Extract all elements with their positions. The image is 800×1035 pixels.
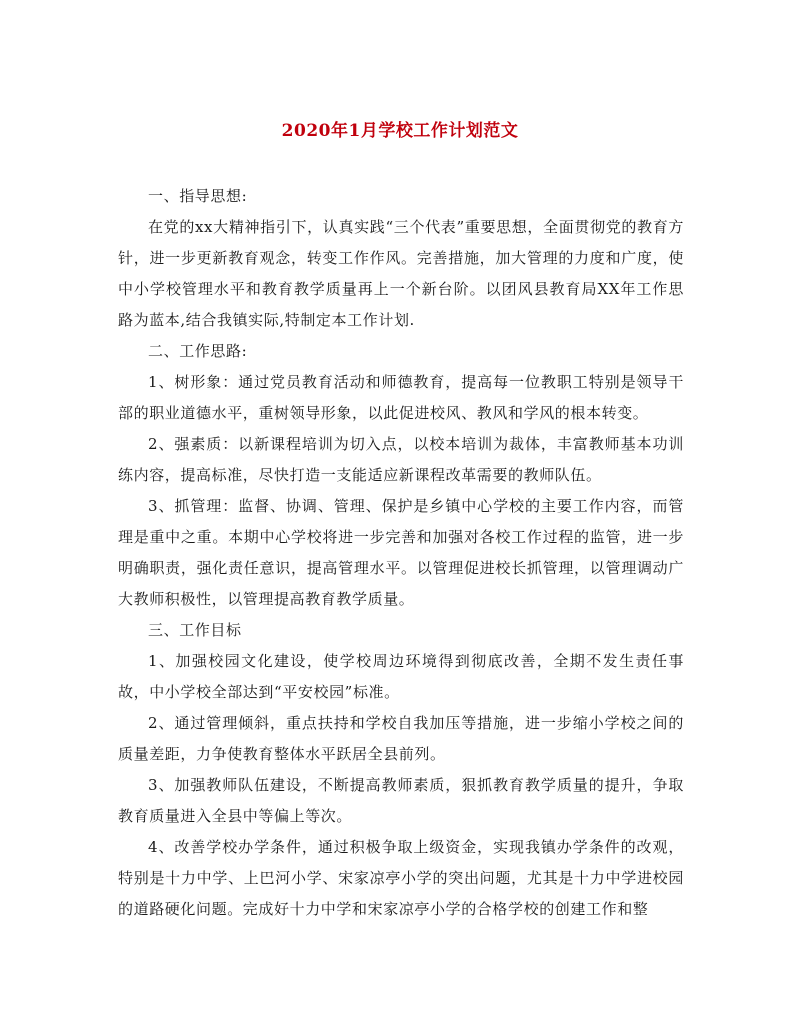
paragraph: 2、通过管理倾斜，重点扶持和学校自我加压等措施，进一步缩小学校之间的质量差距，力争使教育整体水平跃居全县前列。: [118, 714, 684, 763]
paragraph: 2、强素质：以新课程培训为切入点，以校本培训为裁体，丰富教师基本功训练内容，提高标准，尽快打造一支能适应新课程改革需要的教师队伍。: [118, 435, 684, 484]
paragraph: 在党的xx大精神指引下，认真实践“三个代表”重要思想，全面贯彻党的教育方针，进一步更新教育观念，转变工作作风。完善措施，加大管理的力度和广度，使中小学校管理水平和教育教学质量再上一个新台阶。以团风县教育局XX年工作思路为蓝本,结合我镇实际,特制定本工作计划.: [118, 218, 684, 329]
document-title: 2020年1月学校工作计划范文: [281, 121, 519, 141]
paragraph: 1、加强校园文化建设，使学校周边环境得到彻底改善，全期不发生责任事故，中小学校全部达到“平安校园”标准。: [118, 652, 684, 701]
section-heading-work-ideas: 二、工作思路:: [148, 342, 248, 360]
paragraph: 1、树形象：通过党员教育活动和师德教育，提高每一位教职工特别是领导干部的职业道德水平，重树领导形象，以此促进校风、教风和学风的根本转变。: [118, 373, 684, 422]
paragraph: 4、改善学校办学条件，通过积极争取上级资金，实现我镇办学条件的改观，特别是十力中学、上巴河小学、宋家凉亭小学的突出问题，尤其是十力中学进校园的道路硬化问题。完成好十力中学和宋家凉亭小学的合格学校的创建工作和整: [118, 838, 684, 918]
section-heading-guiding-thought: 一、指导思想:: [148, 187, 248, 205]
paragraph: 3、加强教师队伍建设，不断提高教师素质，狠抓教育教学质量的提升，争取教育质量进入全县中等偏上等次。: [118, 776, 684, 825]
paragraph: 3、抓管理：监督、协调、管理、保护是乡镇中心学校的主要工作内容，而管理是重中之重。本期中心学校将进一步完善和加强对各校工作过程的监管，进一步明确职责，强化责任意识，提高管理水平。以管理促进校长抓管理，以管理调动广大教师积极性，以管理提高教育教学质量。: [118, 497, 684, 608]
section-heading-work-goals: 三、工作目标: [148, 621, 242, 639]
document-body: [118, 181, 684, 925]
